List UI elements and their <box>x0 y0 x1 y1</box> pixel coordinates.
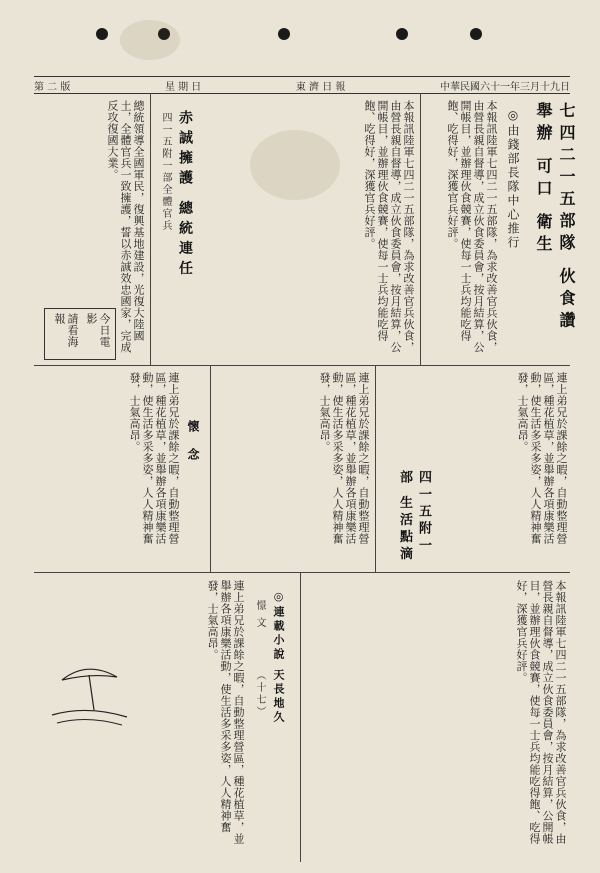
headline-right: 七四二一五部隊 伙食讚 舉辦 可口 衛生 <box>534 102 576 334</box>
punch-hole <box>470 28 482 40</box>
divider <box>34 365 570 366</box>
article-body: 本報訊陸軍七四二一五部隊，為求改善官兵伙食，由營長親自督導，成立伙食委員會，按月結算，公開帳目，並辦理伙食競賽，使每一士兵均能吃得飽、吃得好，深獲官兵好評。 <box>446 100 498 353</box>
section-label: 第 二 版 <box>34 81 71 93</box>
headline-mid: 四一五附一部 生活點滴 <box>397 470 431 564</box>
serial-title: ◎連載小說 天長地久 <box>272 590 285 725</box>
divider <box>150 93 151 365</box>
headline-left: 赤誠擁護 總統連任 <box>177 110 193 281</box>
article-body: 本報訊陸軍七四二一五部隊，為求改善官兵伙食，由營長親自督導，成立伙食委員會，按月結算，公開帳目，並辦理伙食競賽，使每一士兵均能吃得飽、吃得好，深獲官兵好評。 <box>515 580 567 845</box>
subheadline-right: ◎由錢部長隊中心推行 <box>506 108 520 250</box>
paper-name: 東 濟 日 報 <box>295 81 346 93</box>
divider <box>375 365 376 572</box>
weekday-label: 星 期 日 <box>164 81 202 93</box>
article-body: 連上弟兄於課餘之暇，自動整理營區，種花植草，並舉辦各項康樂活動，使生活多采多姿，人人精神奮發，士氣高昂。 <box>206 580 245 845</box>
article-body: 連上弟兄於課餘之暇，自動整理營區，種花植草，並舉辦各項康樂活動，使生活多采多姿，人人精神奮發，士氣高昂。 <box>318 372 370 545</box>
article-body: 總統領導全國軍民，復興基地建設，光復大陸國土，全體官兵一致擁護，誓以赤誠效忠國家，完成反攻復國大業。 <box>106 100 145 353</box>
essay-title: 懷 念 <box>186 420 200 467</box>
article-body: 連上弟兄於課餘之暇，自動整理營區，種花植草，並舉辦各項康樂活動，使生活多采多姿，人人精神奮發，士氣高昂。 <box>128 372 180 545</box>
punch-hole <box>278 28 290 40</box>
serial-author: 憬 文 <box>254 600 265 630</box>
article-body: 本報訊陸軍七四二一五部隊，為求改善官兵伙食，由營長親自督導，成立伙食委員會，按月結算，公開帳目，並辦理伙食競賽，使每一士兵均能吃得飽、吃得好，深獲官兵好評。 <box>363 100 415 353</box>
punch-hole <box>96 28 108 40</box>
divider <box>300 572 301 862</box>
stain <box>120 20 180 60</box>
punch-hole <box>396 28 408 40</box>
divider <box>34 572 570 573</box>
movie-box-label: 今日電影 <box>85 313 111 348</box>
serial-illustration <box>42 655 137 730</box>
movie-box <box>44 308 116 360</box>
subheadline-left: 四一五附一部全體官兵 <box>160 112 171 232</box>
article-body: 連上弟兄於課餘之暇，自動整理營區，種花植草，並舉辦各項康樂活動，使生活多采多姿，人人精神奮發，士氣高昂。 <box>516 372 568 545</box>
divider <box>420 93 421 365</box>
issue-date: 中華民國六十一年三月十九日 <box>440 81 570 93</box>
serial-number: （十七） <box>254 670 265 718</box>
movie-box-title: 請看海報 <box>53 313 79 348</box>
divider <box>210 365 211 572</box>
masthead <box>34 76 570 94</box>
